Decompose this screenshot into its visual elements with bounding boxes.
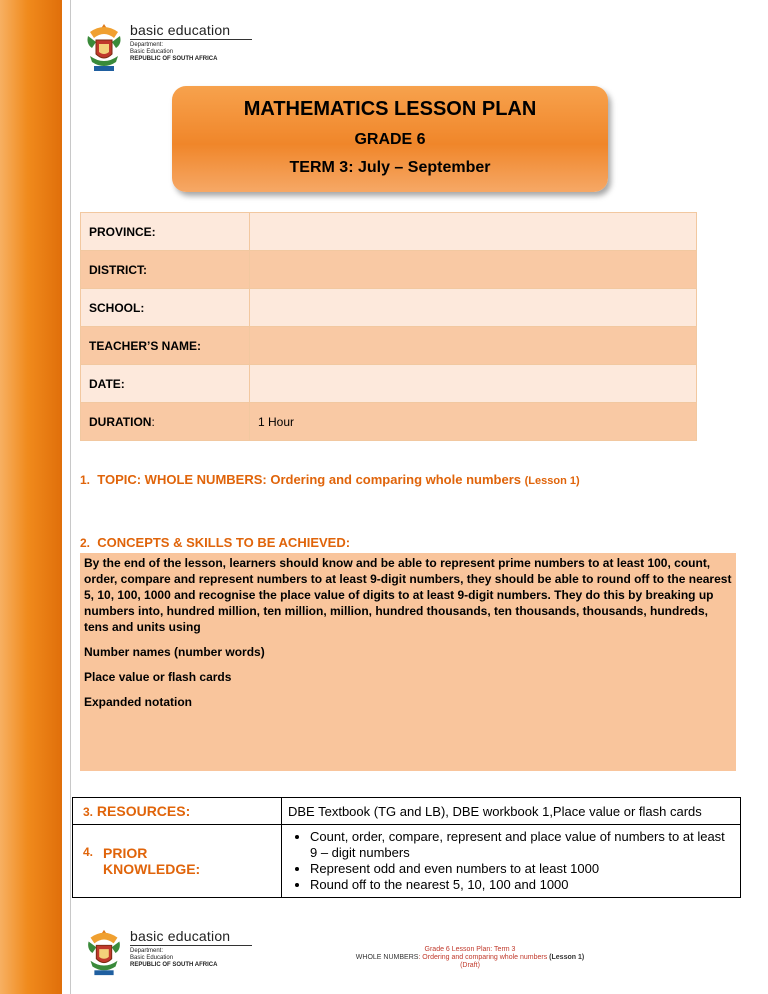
logo-rule — [130, 945, 252, 946]
row-label: TEACHER’S NAME: — [81, 327, 250, 365]
prior-label-line2: KNOWLEDGE: — [103, 861, 201, 877]
concepts-number: 2. — [80, 536, 91, 550]
logo-title: basic education — [130, 22, 231, 38]
coat-of-arms-icon — [84, 928, 124, 978]
concepts-item: Expanded notation — [84, 695, 192, 709]
table-row — [73, 798, 741, 825]
table-row — [81, 289, 697, 327]
duration-label: DURATION — [89, 414, 152, 429]
concepts-heading — [80, 535, 350, 550]
row-label: DATE: — [81, 365, 250, 403]
footer-line3: (Draft) — [460, 962, 480, 969]
footer-topic: WHOLE NUMBERS — [355, 954, 419, 961]
topic-text: TOPIC: WHOLE NUMBERS: Ordering and comparing whole numbers — [97, 472, 521, 487]
date-field[interactable] — [250, 365, 697, 403]
prior-label-line1: PRIOR — [103, 845, 148, 861]
school-field[interactable] — [250, 289, 697, 327]
footer-logo — [84, 928, 252, 978]
concepts-box — [80, 553, 736, 771]
logo-line3: REPUBLIC OF SOUTH AFRICA — [130, 56, 218, 62]
resources-label: RESOURCES: — [96, 803, 191, 819]
orange-sidebar — [0, 0, 62, 994]
footer-lesson: (Lesson 1) — [549, 954, 585, 961]
table-row — [81, 213, 697, 251]
table-row — [81, 251, 697, 289]
prior-label-cell — [73, 825, 282, 898]
row-label — [81, 403, 250, 441]
duration-colon: : — [151, 414, 155, 429]
list-item: • Count, order, compare, represent and place value of numbers to at least 9 – digit numbers — [310, 829, 734, 861]
concepts-paragraph: By the end of the lesson, learners should know and be able to represent prime numbers to at least 100, count, order, compare and represent numbers to at least 9-digit numbers, they should be able to round off to the nearest 5, 10, 100, 1000 and recognise the place value of digits to at least 9-digit numbers. They do this by breaking up numbers into, hundred million, ten million, million, hundred thousands, ten thousands, thousands, hundreds, tens and units using — [84, 556, 732, 634]
logo-title: basic education — [130, 928, 231, 944]
teacher-name-field[interactable] — [250, 327, 697, 365]
resources-value: DBE Textbook (TG and LB), DBE workbook 1,Place value or flash cards — [282, 798, 741, 825]
list-item: • Round off to the nearest 5, 10, 100 and 1000 — [310, 877, 734, 893]
sidebar-divider — [70, 0, 71, 994]
row-label: DISTRICT: — [81, 251, 250, 289]
resources-number: 3. — [83, 805, 94, 819]
prior-value — [282, 825, 741, 898]
logo-line1: Department: — [130, 42, 164, 48]
prior-number: 4. — [83, 845, 94, 859]
table-row — [73, 825, 741, 898]
province-field[interactable] — [250, 213, 697, 251]
resources-table — [72, 797, 741, 898]
coat-of-arms-icon — [84, 22, 124, 74]
district-field[interactable] — [250, 251, 697, 289]
table-row — [81, 365, 697, 403]
duration-field[interactable]: 1 Hour — [250, 403, 697, 441]
page-footer — [320, 946, 620, 970]
logo-line2: Basic Education — [130, 49, 174, 55]
topic-suffix: (Lesson 1) — [524, 475, 580, 487]
prior-list — [288, 829, 734, 893]
footer-line1: Grade 6 Lesson Plan: Term 3 — [424, 946, 516, 953]
concepts-item: Place value or flash cards — [84, 670, 232, 684]
list-item: • Represent odd and even numbers to at least 1000 — [310, 861, 734, 877]
topic-heading — [80, 472, 580, 487]
footer-line2 — [320, 954, 620, 962]
term-title: TERM 3: July – September — [289, 159, 491, 176]
grade-title: GRADE 6 — [354, 131, 426, 148]
title-box — [172, 86, 608, 192]
row-label: PROVINCE: — [81, 213, 250, 251]
logo-line3: REPUBLIC OF SOUTH AFRICA — [130, 962, 218, 968]
table-row — [81, 327, 697, 365]
logo-rule — [130, 39, 252, 40]
table-row — [81, 403, 697, 441]
header-logo — [84, 22, 252, 74]
logo-line2: Basic Education — [130, 955, 174, 961]
logo-line1: Department: — [130, 948, 164, 954]
row-label: SCHOOL: — [81, 289, 250, 327]
concepts-item: Number names (number words) — [84, 645, 265, 659]
concepts-heading-text: CONCEPTS & SKILLS TO BE ACHIEVED: — [97, 535, 351, 550]
info-table — [80, 212, 697, 441]
footer-topic-middle: : Ordering and comparing whole numbers — [418, 954, 548, 961]
topic-number: 1. — [80, 473, 91, 487]
resources-label-cell — [73, 798, 282, 825]
page-title: MATHEMATICS LESSON PLAN — [243, 98, 537, 120]
